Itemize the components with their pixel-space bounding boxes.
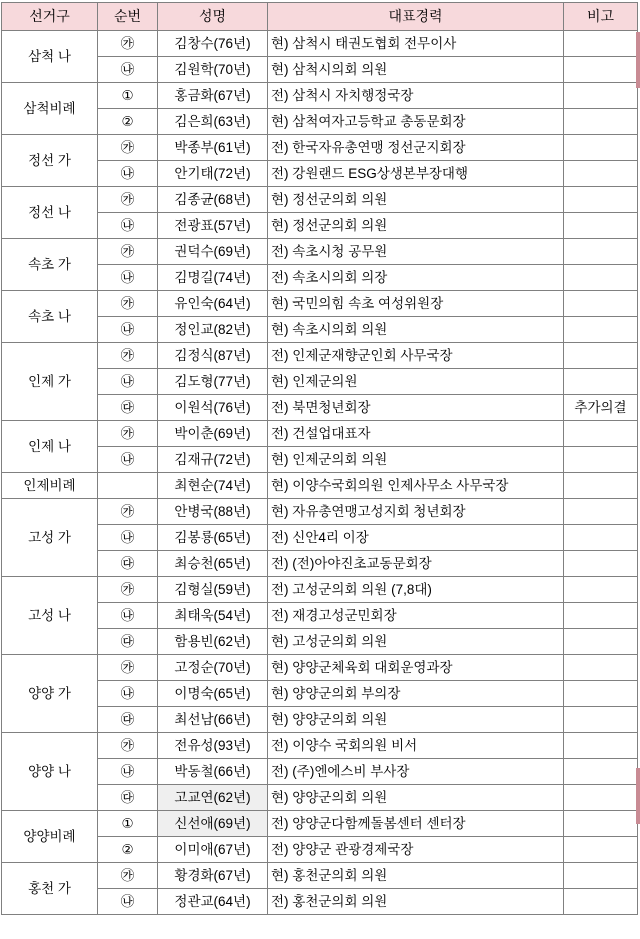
cell-name: 황경화(67년) — [158, 863, 268, 889]
cell-name: 김창수(76년) — [158, 31, 268, 57]
cell-name: 홍금화(67년) — [158, 83, 268, 109]
table-row — [2, 811, 638, 837]
cell-district: 속초 가 — [2, 239, 98, 291]
cell-district: 고성 나 — [2, 577, 98, 655]
cell-order: ㉮ — [98, 421, 158, 447]
cell-name: 박동철(66년) — [158, 759, 268, 785]
candidate-list-table — [1, 2, 638, 915]
cell-career: 현) 이양수국회의원 인제사무소 사무국장 — [268, 473, 564, 499]
cell-district: 인제 가 — [2, 343, 98, 421]
cell-order: ㉯ — [98, 317, 158, 343]
cell-career: 전) 건설업대표자 — [268, 421, 564, 447]
cell-order: ㉮ — [98, 31, 158, 57]
cell-note — [564, 369, 638, 395]
cell-note — [564, 473, 638, 499]
cell-note — [564, 187, 638, 213]
cell-order: ㉮ — [98, 577, 158, 603]
cell-order: ㉯ — [98, 265, 158, 291]
table-row — [2, 525, 638, 551]
cell-name: 이미애(67년) — [158, 837, 268, 863]
document-sheet — [0, 2, 640, 939]
cell-order: ㉯ — [98, 161, 158, 187]
table-row — [2, 785, 638, 811]
cell-order: ㉰ — [98, 785, 158, 811]
table-row — [2, 369, 638, 395]
cell-career: 현) 국민의힘 속초 여성위원장 — [268, 291, 564, 317]
cell-name: 함용빈(62년) — [158, 629, 268, 655]
cell-note — [564, 811, 638, 837]
cell-district: 속초 나 — [2, 291, 98, 343]
cell-note — [564, 603, 638, 629]
cell-name: 고정순(70년) — [158, 655, 268, 681]
cell-name: 신선애(69년) — [158, 811, 268, 837]
cell-order: ㉮ — [98, 343, 158, 369]
table-row — [2, 343, 638, 369]
cell-note — [564, 681, 638, 707]
cell-note — [564, 31, 638, 57]
cell-district: 양양 나 — [2, 733, 98, 811]
table-row — [2, 733, 638, 759]
cell-career: 전) 재경고성군민회장 — [268, 603, 564, 629]
cell-order: ㉮ — [98, 135, 158, 161]
cell-note — [564, 525, 638, 551]
table-row — [2, 889, 638, 915]
cell-name: 이원석(76년) — [158, 395, 268, 421]
cell-name: 김도형(77년) — [158, 369, 268, 395]
cell-name: 김봉룡(65년) — [158, 525, 268, 551]
table-row — [2, 187, 638, 213]
cell-name: 박종부(61년) — [158, 135, 268, 161]
cell-name: 권덕수(69년) — [158, 239, 268, 265]
cell-order: ㉯ — [98, 603, 158, 629]
cell-name: 안병국(88년) — [158, 499, 268, 525]
cell-order: ㉰ — [98, 629, 158, 655]
cell-name: 김형실(59년) — [158, 577, 268, 603]
table-body — [2, 31, 638, 915]
cell-note — [564, 343, 638, 369]
cell-note — [564, 785, 638, 811]
cell-order: ㉯ — [98, 889, 158, 915]
cell-note — [564, 161, 638, 187]
cell-career: 전) 삼척시 자치행정국장 — [268, 83, 564, 109]
cell-note — [564, 551, 638, 577]
cell-order: ㉮ — [98, 655, 158, 681]
column-header-district: 선거구 — [2, 3, 98, 31]
table-row — [2, 421, 638, 447]
cell-note — [564, 655, 638, 681]
cell-order: ① — [98, 83, 158, 109]
cell-order: ㉯ — [98, 681, 158, 707]
table-row — [2, 837, 638, 863]
cell-note — [564, 733, 638, 759]
cell-name: 김은희(63년) — [158, 109, 268, 135]
cell-name: 전유성(93년) — [158, 733, 268, 759]
table-row — [2, 317, 638, 343]
cell-career: 현) 자유총연맹고성지회 청년회장 — [268, 499, 564, 525]
cell-career: 현) 고성군의회 의원 — [268, 629, 564, 655]
cell-district: 정선 가 — [2, 135, 98, 187]
cell-name: 유인숙(64년) — [158, 291, 268, 317]
cell-career: 현) 삼척여자고등학교 총동문회장 — [268, 109, 564, 135]
cell-district: 삼척비례 — [2, 83, 98, 135]
cell-note — [564, 291, 638, 317]
cell-order: ② — [98, 109, 158, 135]
table-header-row — [2, 3, 638, 31]
cell-note — [564, 421, 638, 447]
cell-name: 김종균(68년) — [158, 187, 268, 213]
cell-career: 현) 양양군의회 의원 — [268, 785, 564, 811]
cell-name: 김명길(74년) — [158, 265, 268, 291]
table-row — [2, 577, 638, 603]
table-header — [2, 3, 638, 31]
table-row — [2, 473, 638, 499]
cell-note — [564, 707, 638, 733]
cell-district: 고성 가 — [2, 499, 98, 577]
cell-note — [564, 317, 638, 343]
table-row — [2, 655, 638, 681]
cell-career: 현) 정선군의회 의원 — [268, 213, 564, 239]
cell-order: ㉮ — [98, 187, 158, 213]
cell-note — [564, 265, 638, 291]
cell-note — [564, 135, 638, 161]
cell-career: 현) 양양군의회 의원 — [268, 707, 564, 733]
cell-district: 정선 나 — [2, 187, 98, 239]
cell-note — [564, 109, 638, 135]
cell-career: 현) 양양군체육회 대회운영과장 — [268, 655, 564, 681]
cell-order: ㉮ — [98, 239, 158, 265]
cell-note: 추가의결 — [564, 395, 638, 421]
cell-name: 김재규(72년) — [158, 447, 268, 473]
table-row — [2, 447, 638, 473]
cell-career: 전) 신안4리 이장 — [268, 525, 564, 551]
cell-career: 전) 고성군의회 의원 (7,8대) — [268, 577, 564, 603]
table-row — [2, 239, 638, 265]
cell-career: 전) 강원랜드 ESG상생본부장대행 — [268, 161, 564, 187]
cell-career: 전) 인제군재향군인회 사무국장 — [268, 343, 564, 369]
cell-career: 현) 삼척시 태권도협회 전무이사 — [268, 31, 564, 57]
cell-order — [98, 473, 158, 499]
cell-name: 전광표(57년) — [158, 213, 268, 239]
page-edge-marker-bottom — [636, 768, 640, 824]
cell-note — [564, 213, 638, 239]
table-row — [2, 395, 638, 421]
cell-name: 이명숙(65년) — [158, 681, 268, 707]
cell-career: 전) 속초시청 공무원 — [268, 239, 564, 265]
cell-note — [564, 83, 638, 109]
table-row — [2, 707, 638, 733]
cell-name: 최선남(66년) — [158, 707, 268, 733]
table-row — [2, 863, 638, 889]
cell-note — [564, 447, 638, 473]
cell-order: ㉯ — [98, 525, 158, 551]
cell-career: 현) 양양군의회 부의장 — [268, 681, 564, 707]
cell-career: 현) 속초시의회 의원 — [268, 317, 564, 343]
cell-order: ㉮ — [98, 863, 158, 889]
cell-name: 정인교(82년) — [158, 317, 268, 343]
cell-name: 정관교(64년) — [158, 889, 268, 915]
cell-order: ㉯ — [98, 369, 158, 395]
cell-career: 전) 한국자유총연맹 정선군지회장 — [268, 135, 564, 161]
table-row — [2, 83, 638, 109]
cell-district: 인제 나 — [2, 421, 98, 473]
cell-order: ㉮ — [98, 499, 158, 525]
cell-order: ㉰ — [98, 551, 158, 577]
cell-order: ② — [98, 837, 158, 863]
table-row — [2, 291, 638, 317]
cell-name: 최현순(74년) — [158, 473, 268, 499]
table-row — [2, 161, 638, 187]
cell-career: 현) 인제군의회 의원 — [268, 447, 564, 473]
cell-name: 고교연(62년) — [158, 785, 268, 811]
cell-order: ㉯ — [98, 447, 158, 473]
cell-career: 전) 홍천군의회 의원 — [268, 889, 564, 915]
cell-career: 전) 북면청년회장 — [268, 395, 564, 421]
table-row — [2, 57, 638, 83]
cell-career: 현) 정선군의회 의원 — [268, 187, 564, 213]
column-header-order: 순번 — [98, 3, 158, 31]
cell-note — [564, 499, 638, 525]
cell-career: 현) 삼척시의회 의원 — [268, 57, 564, 83]
cell-order: ㉮ — [98, 291, 158, 317]
cell-note — [564, 837, 638, 863]
cell-note — [564, 577, 638, 603]
table-row — [2, 265, 638, 291]
cell-note — [564, 239, 638, 265]
cell-order: ㉯ — [98, 213, 158, 239]
cell-order: ㉯ — [98, 57, 158, 83]
cell-order: ㉰ — [98, 707, 158, 733]
cell-order: ㉰ — [98, 395, 158, 421]
column-header-career: 대표경력 — [268, 3, 564, 31]
cell-career: 전) 양양군다함께돌봄센터 센터장 — [268, 811, 564, 837]
cell-name: 김원학(70년) — [158, 57, 268, 83]
cell-note — [564, 863, 638, 889]
table-row — [2, 603, 638, 629]
cell-note — [564, 629, 638, 655]
column-header-name: 성명 — [158, 3, 268, 31]
cell-name: 최태욱(54년) — [158, 603, 268, 629]
cell-career: 전) 속초시의회 의장 — [268, 265, 564, 291]
cell-district: 삼척 나 — [2, 31, 98, 83]
page-edge-marker-top — [636, 32, 640, 88]
table-row — [2, 681, 638, 707]
cell-career: 전) (전)아야진초교동문회장 — [268, 551, 564, 577]
cell-note — [564, 759, 638, 785]
cell-name: 박이춘(69년) — [158, 421, 268, 447]
cell-district: 양양 가 — [2, 655, 98, 733]
table-row — [2, 31, 638, 57]
cell-career: 현) 홍천군의회 의원 — [268, 863, 564, 889]
cell-district: 홍천 가 — [2, 863, 98, 915]
table-row — [2, 551, 638, 577]
cell-name: 최승천(65년) — [158, 551, 268, 577]
cell-note — [564, 889, 638, 915]
table-row — [2, 499, 638, 525]
table-row — [2, 213, 638, 239]
cell-district: 양양비례 — [2, 811, 98, 863]
table-row — [2, 759, 638, 785]
cell-district: 인제비례 — [2, 473, 98, 499]
cell-name: 김정식(87년) — [158, 343, 268, 369]
table-row — [2, 629, 638, 655]
cell-career: 현) 인제군의원 — [268, 369, 564, 395]
table-row — [2, 135, 638, 161]
cell-order: ① — [98, 811, 158, 837]
cell-order: ㉯ — [98, 759, 158, 785]
cell-career: 전) 이양수 국회의원 비서 — [268, 733, 564, 759]
table-row — [2, 109, 638, 135]
cell-career: 전) (주)엔에스비 부사장 — [268, 759, 564, 785]
column-header-note: 비고 — [564, 3, 638, 31]
cell-order: ㉮ — [98, 733, 158, 759]
cell-career: 전) 양양군 관광경제국장 — [268, 837, 564, 863]
cell-note — [564, 57, 638, 83]
cell-name: 안기태(72년) — [158, 161, 268, 187]
